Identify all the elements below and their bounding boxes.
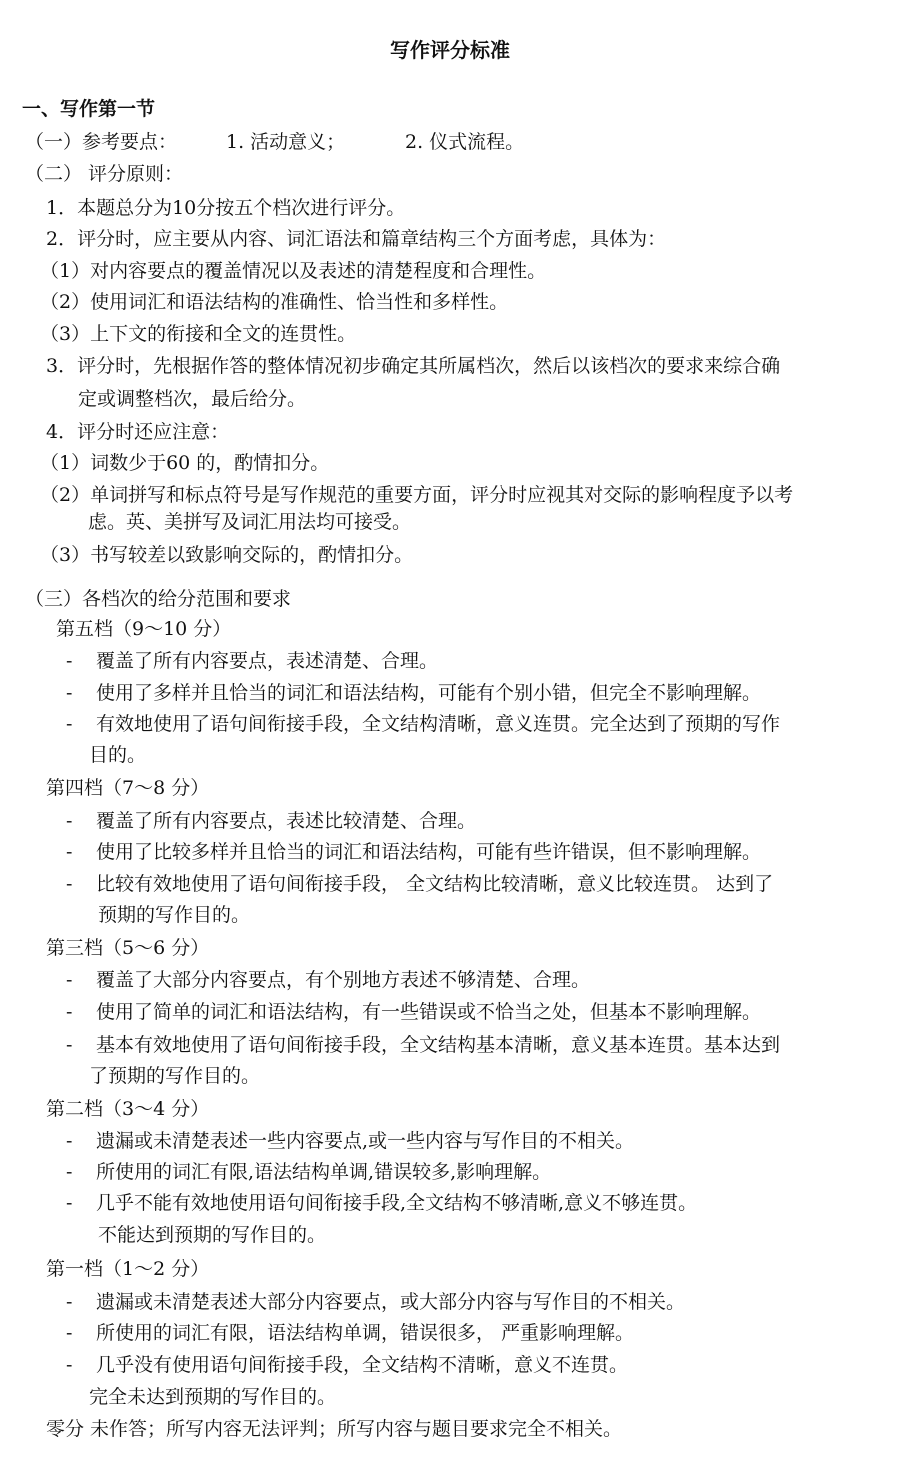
section-heading: 一、写作第一节 — [22, 98, 156, 120]
grade2-heading: 第二档（3～4 分） — [46, 1098, 210, 1120]
principle-2-item-2: （2）使用词汇和语法结构的准确性、恰当性和多样性。 — [40, 291, 509, 313]
grade4-bullet-3-continued: 预期的写作目的。 — [98, 904, 251, 926]
bullet-dash: - — [66, 969, 73, 991]
grade1-bullet-3: - 几乎没有使用语句间衔接手段，全文结构不清晰，意义不连贯。 — [66, 1354, 629, 1376]
grade2-bullet-3: - 几乎不能有效地使用语句间衔接手段,全文结构不够清晰,意义不够连贯。 — [66, 1192, 698, 1214]
bullet-dash: - — [66, 1161, 73, 1183]
grade4-bullet-2: - 使用了比较多样并且恰当的词汇和语法结构，可能有些许错误，但不影响理解。 — [66, 841, 762, 863]
reference-point-2: 2. 仪式流程。 — [405, 131, 525, 153]
grade5-heading: 第五档（9～10 分） — [56, 618, 232, 640]
grade3-bullet-3-continued: 了预期的写作目的。 — [89, 1065, 261, 1087]
grade4-bullet-3: - 比较有效地使用了语句间衔接手段， 全文结构比较清晰，意义比较连贯。 达到了 — [66, 873, 774, 895]
bullet-dash: - — [66, 650, 73, 672]
bullet-dash: - — [66, 810, 73, 832]
grade5-bullet-3-continued: 目的。 — [89, 744, 147, 766]
bullet-dash: - — [66, 682, 73, 704]
grade3-bullet-3: - 基本有效地使用了语句间衔接手段，全文结构基本清晰，意义基本连贯。基本达到 — [66, 1034, 781, 1056]
principle-1: 1．本题总分为10分按五个档次进行评分。 — [46, 197, 406, 219]
principle-label: （二） 评分原则： — [25, 163, 184, 185]
bullet-dash: - — [66, 1130, 73, 1152]
grade5-bullet-2: - 使用了多样并且恰当的词汇和语法结构，可能有个别小错，但完全不影响理解。 — [66, 682, 762, 704]
principle-3-continued: 定或调整档次，最后给分。 — [78, 388, 307, 410]
principle-2: 2．评分时，应主要从内容、词汇语法和篇章结构三个方面考虑，具体为： — [46, 228, 667, 250]
grade2-bullet-1: - 遗漏或未清楚表述一些内容要点,或一些内容与写作目的不相关。 — [66, 1130, 635, 1152]
page-title: 写作评分标准 — [390, 38, 510, 62]
grade3-bullet-1: - 覆盖了大部分内容要点，有个别地方表述不够清楚、合理。 — [66, 969, 591, 991]
grades-label: （三）各档次的给分范围和要求 — [25, 588, 292, 610]
principle-3: 3．评分时，先根据作答的整体情况初步确定其所属档次，然后以该档次的要求来综合确 — [46, 355, 781, 377]
grade5-bullet-3: - 有效地使用了语句间衔接手段，全文结构清晰，意义连贯。完全达到了预期的写作 — [66, 713, 781, 735]
grade2-bullet-3-continued: 不能达到预期的写作目的。 — [98, 1224, 327, 1246]
bullet-dash: - — [66, 841, 73, 863]
reference-points-label: （一）参考要点： — [25, 131, 178, 153]
principle-4: 4．评分时还应注意： — [46, 421, 230, 443]
reference-point-1: 1. 活动意义； — [226, 131, 346, 153]
principle-4-item-3: （3）书写较差以致影响交际的，酌情扣分。 — [40, 544, 414, 566]
bullet-dash: - — [66, 1291, 73, 1313]
grade1-bullet-3-continued: 完全未达到预期的写作目的。 — [89, 1386, 337, 1408]
grade2-bullet-2: - 所使用的词汇有限,语法结构单调,错误较多,影响理解。 — [66, 1161, 552, 1183]
grade1-bullet-2: - 所使用的词汇有限，语法结构单调，错误很多， 严重影响理解。 — [66, 1322, 635, 1344]
bullet-dash: - — [66, 1322, 73, 1344]
grade1-heading: 第一档（1～2 分） — [46, 1258, 210, 1280]
grade1-bullet-1: - 遗漏或未清楚表述大部分内容要点，或大部分内容与写作目的不相关。 — [66, 1291, 686, 1313]
bullet-dash: - — [66, 713, 73, 735]
principle-4-item-1: （1）词数少于60 的，酌情扣分。 — [40, 452, 330, 474]
bullet-dash: - — [66, 1354, 73, 1376]
principle-2-item-3: （3）上下文的衔接和全文的连贯性。 — [40, 323, 357, 345]
grade3-bullet-2: - 使用了简单的词汇和语法结构，有一些错误或不恰当之处，但基本不影响理解。 — [66, 1001, 762, 1023]
grade4-bullet-1: - 覆盖了所有内容要点，表述比较清楚、合理。 — [66, 810, 477, 832]
principle-2-item-1: （1）对内容要点的覆盖情况以及表述的清楚程度和合理性。 — [40, 260, 547, 282]
bullet-dash: - — [66, 1192, 73, 1214]
principle-4-item-2: （2）单词拼写和标点符号是写作规范的重要方面，评分时应视其对交际的影响程度予以考 — [40, 484, 794, 506]
grade4-heading: 第四档（7～8 分） — [46, 777, 210, 799]
bullet-dash: - — [66, 1001, 73, 1023]
bullet-dash: - — [66, 873, 73, 895]
principle-4-item-2-continued: 虑。英、美拼写及词汇用法均可接受。 — [88, 511, 412, 533]
zero-score: 零分 未作答；所写内容无法评判；所写内容与题目要求完全不相关。 — [46, 1418, 623, 1440]
grade5-bullet-1: - 覆盖了所有内容要点，表述清楚、合理。 — [66, 650, 439, 672]
bullet-dash: - — [66, 1034, 73, 1056]
grade3-heading: 第三档（5～6 分） — [46, 937, 210, 959]
